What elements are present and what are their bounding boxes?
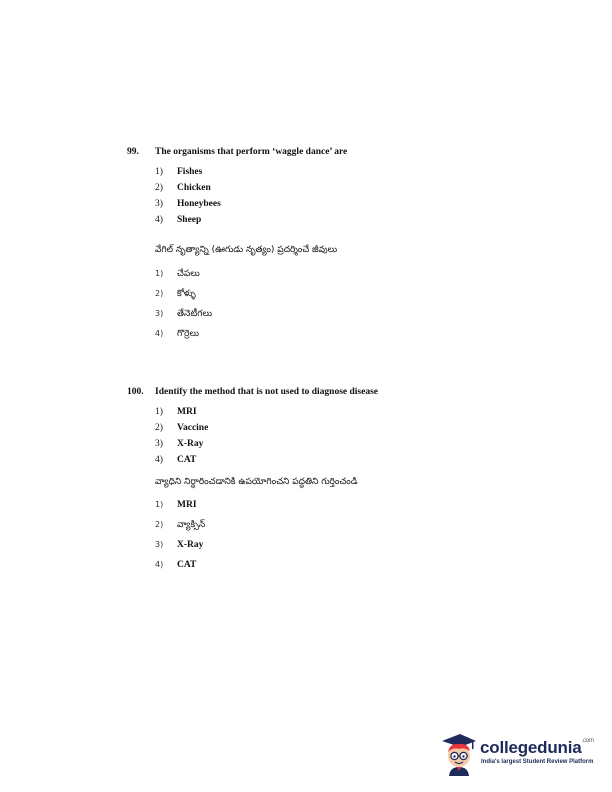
mascot-icon: [440, 732, 478, 778]
option-2: 2) Chicken: [155, 183, 211, 193]
option-3: 3) X-Ray: [155, 439, 204, 449]
option-4: 4) Sheep: [155, 215, 202, 225]
telugu-option-4: 4) CAT: [155, 560, 197, 570]
telugu-option-3: 3) తేనెటీగలు: [155, 309, 213, 319]
option-1: 1) Fishes: [155, 167, 203, 177]
question-text-telugu: వేగిల్ నృత్యాన్ని (ఊగుడు నృత్యం) ప్రదర్శించే జీవులు: [155, 245, 338, 255]
option-4: 4) CAT: [155, 455, 197, 465]
collegedunia-logo: [440, 732, 600, 782]
question-text: The organisms that perform ‘waggle dance’ are: [155, 147, 348, 157]
telugu-option-4: 4) గొర్రెలు: [155, 329, 199, 339]
telugu-option-3: 3) X-Ray: [155, 540, 204, 550]
logo-tagline: India's largest Student Review Platform: [481, 759, 594, 765]
logo-wordmark: collegedunia$^{.com}$: [480, 738, 594, 757]
telugu-option-2: 2) కోళ్ళు: [155, 289, 196, 299]
question-number: 99.: [127, 147, 139, 157]
option-1: 1) MRI: [155, 407, 197, 417]
telugu-option-1: 1) చేపలు: [155, 269, 200, 279]
question-number: 100.: [127, 387, 144, 397]
question-text-telugu: వ్యాధిని నిర్ధారించడానికి ఉపయోగించని పద్ధతిని గుర్తించండి: [155, 477, 358, 487]
option-3: 3) Honeybees: [155, 199, 221, 209]
option-2: 2) Vaccine: [155, 423, 209, 433]
question-text: Identify the method that is not used to diagnose disease: [155, 387, 379, 397]
telugu-option-1: 1) MRI: [155, 500, 197, 510]
telugu-option-2: 2) వ్యాక్సిన్: [155, 520, 206, 530]
